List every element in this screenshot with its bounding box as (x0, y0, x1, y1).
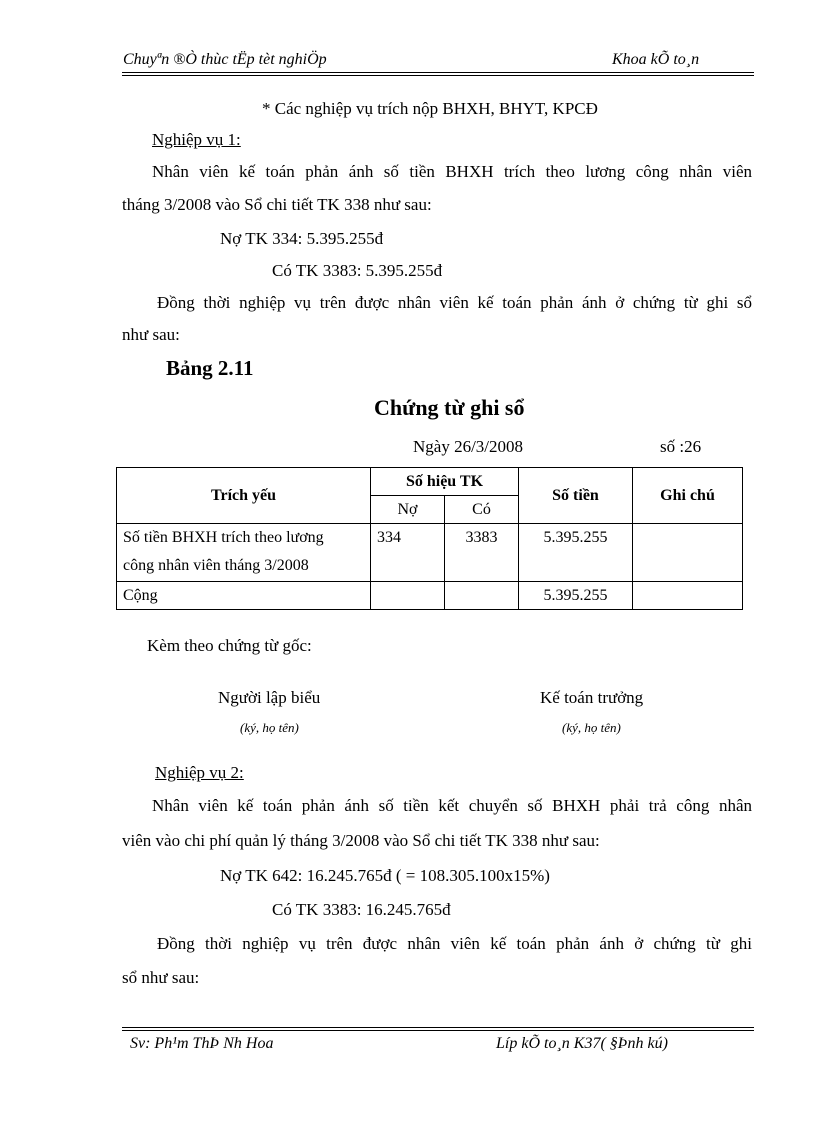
footer-rule-2 (122, 1030, 754, 1031)
row-credit: 3383 (445, 524, 519, 582)
header-rule-2 (122, 75, 754, 76)
op1-credit: Có TK 3383: 5.395.255đ (272, 261, 443, 280)
preparer-title: Người lập biểu (218, 688, 321, 707)
table-label: Bảng 2.11 (166, 356, 254, 380)
header-account-no: Số hiệu TK (371, 468, 519, 496)
op1-para2-line1: Đồng thời nghiệp vụ trên được nhân viên kế toán phản ánh ở chứng từ ghi sổ (157, 293, 752, 312)
total-label: Cộng (117, 582, 371, 610)
row-debit: 334 (371, 524, 445, 582)
footer-rule (122, 1027, 754, 1028)
total-amount: 5.395.255 (519, 582, 633, 610)
op2-para2-line2: sổ như sau: (122, 968, 200, 987)
voucher-date: Ngày 26/3/2008 (413, 437, 524, 456)
total-row (117, 582, 743, 610)
op2-para-line2: viên vào chi phí quản lý tháng 3/2008 vào Sổ chi tiết TK 338 như sau: (122, 831, 600, 850)
row-amount: 5.395.255 (519, 524, 633, 582)
op1-para-line1: Nhân viên kế toán phản ánh số tiền BHXH trích theo lương công nhân viên (152, 162, 752, 181)
voucher-table (116, 467, 743, 610)
header-debit: Nợ (371, 496, 445, 524)
op2-credit: Có TK 3383: 16.245.765đ (272, 900, 451, 919)
preparer-note: (ký, họ tên) (240, 720, 299, 735)
chief-accountant-note: (ký, họ tên) (562, 720, 621, 735)
op1-debit: Nợ TK 334: 5.395.255đ (220, 229, 384, 248)
row-summary-line1: Số tiền BHXH trích theo lương (123, 529, 324, 546)
op2-para2-line1: Đồng thời nghiệp vụ trên được nhân viên kế toán phản ánh ở chứng từ ghi (157, 934, 752, 953)
header-note: Ghi chú (633, 468, 743, 524)
section-title: * Các nghiệp vụ trích nộp BHXH, BHYT, KPCĐ (262, 99, 598, 118)
attached-docs: Kèm theo chứng từ gốc: (147, 636, 312, 655)
footer-left: Sv: Ph¹m ThÞ Nh Hoa (130, 1035, 274, 1052)
footer-right: Líp kÕ to¸n K37( §Þnh kú) (496, 1035, 668, 1052)
voucher-number: số :26 (660, 437, 702, 456)
header-summary: Trích yếu (117, 468, 371, 524)
op2-debit: Nợ TK 642: 16.245.765đ ( = 108.305.100x15%) (220, 866, 550, 885)
row-summary-line2: công nhân viên tháng 3/2008 (123, 557, 309, 574)
chief-accountant-title: Kế toán trưởng (540, 688, 644, 707)
op1-title: Nghiệp vụ 1: (152, 130, 241, 149)
op2-para-line1: Nhân viên kế toán phản ánh số tiền kết chuyển số BHXH phải trả công nhân (152, 796, 752, 815)
table-row (117, 524, 743, 582)
row-summary (117, 524, 371, 582)
row-note (633, 524, 743, 582)
voucher-title: Chứng từ ghi sổ (374, 395, 525, 420)
op1-para2-line2: như sau: (122, 325, 180, 344)
op2-title: Nghiệp vụ 2: (155, 763, 244, 782)
op1-para-line2: tháng 3/2008 vào Sổ chi tiết TK 338 như sau: (122, 195, 432, 214)
header-credit: Có (445, 496, 519, 524)
header-amount: Số tiền (519, 468, 633, 524)
header-right: Khoa kÕ to¸n (612, 51, 700, 68)
header-left: Chuyªn ®Ò thùc tËp tèt nghiÖp (123, 51, 327, 68)
header-rule (122, 72, 754, 73)
